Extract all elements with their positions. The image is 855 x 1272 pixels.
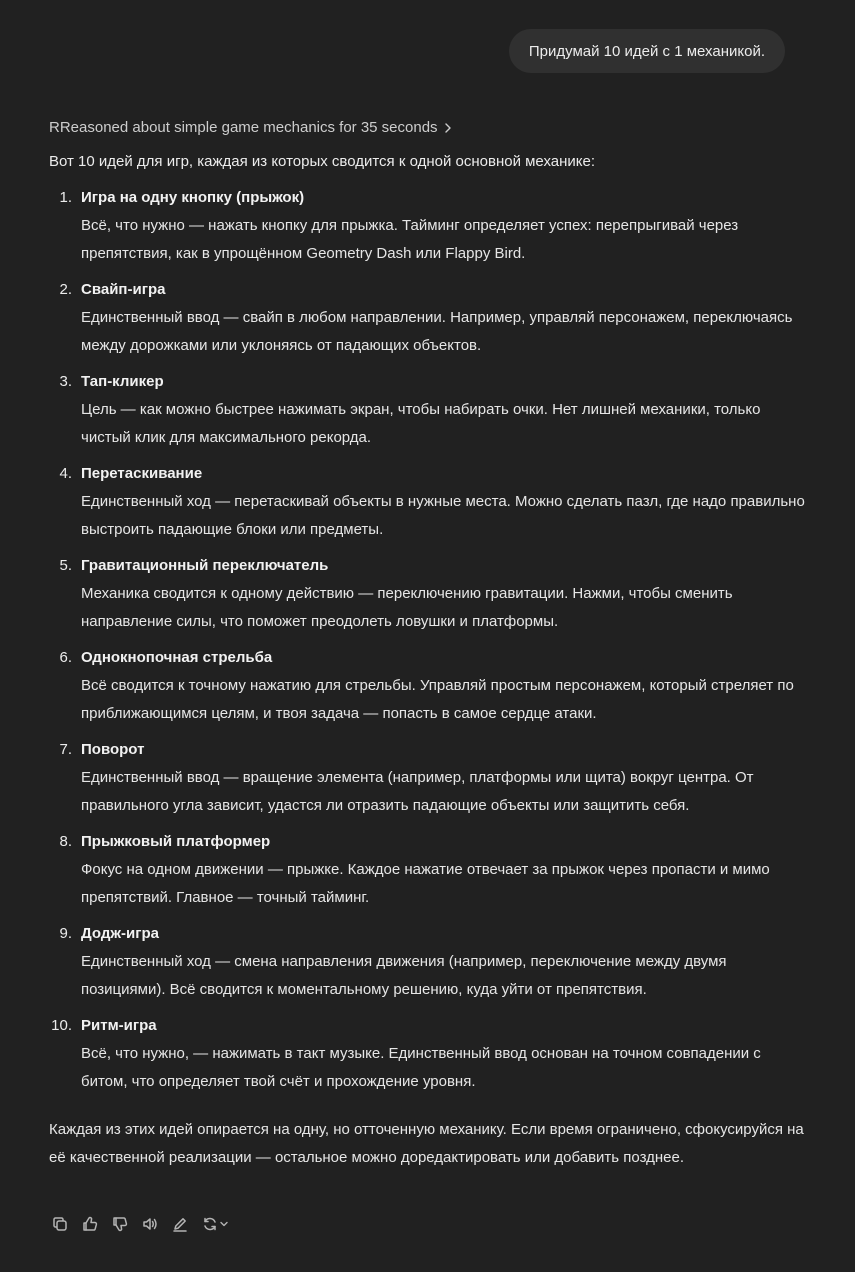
read-aloud-button[interactable] [139, 1213, 161, 1235]
idea-number: 5. [59, 557, 72, 574]
list-item [0, 1014, 855, 1106]
idea-title: Прыжковый платформер [81, 833, 271, 850]
idea-description: Цель — как можно быстрее нажимать экран, чтобы набирать очки. Нет лишней механики, только чистый клик для максимального рекорда. [81, 401, 761, 446]
idea-title: Ритм-игра [81, 1017, 157, 1034]
copy-icon [51, 1215, 69, 1233]
idea-number: 9. [59, 925, 72, 942]
idea-number: 7. [59, 741, 72, 758]
idea-description: Единственный ввод — вращение элемента (например, платформы или щита) вокруг центра. От правильного угла зависит, удастся ли отразить падающие объекты или защитить себя. [81, 769, 754, 814]
like-button[interactable] [79, 1213, 101, 1235]
speaker-icon [141, 1215, 159, 1233]
idea-title: Додж-игра [81, 925, 159, 942]
thumbs-up-icon [81, 1215, 99, 1233]
thumbs-down-icon [111, 1215, 129, 1233]
idea-number: 10. [51, 1017, 72, 1034]
ideas-list [0, 186, 855, 1106]
list-item [0, 554, 855, 646]
idea-description: Единственный ввод — свайп в любом направлении. Например, управляй персонажем, переключаясь между дорожками или уклоняясь от падающих объектов. [81, 309, 793, 354]
idea-description: Фокус на одном движении — прыжке. Каждое нажатие отвечает за прыжок через пропасти и мимо препятствий. Главное — точный тайминг. [81, 861, 770, 906]
chevron-down-icon [219, 1219, 229, 1229]
list-item [0, 370, 855, 462]
idea-title: Перетаскивание [81, 465, 203, 482]
idea-number: 3. [59, 373, 72, 390]
reasoning-summary-text: RReasoned about simple game mechanics for 35 seconds [49, 119, 438, 136]
assistant-conclusion: Каждая из этих идей опирается на одну, но отточенную механику. Если время ограничено, сфокусируйся на её качественной реализации — остальное можно доредактировать или добавить позднее. [49, 1121, 804, 1166]
list-item [0, 646, 855, 738]
list-item [0, 278, 855, 370]
idea-number: 8. [59, 833, 72, 850]
regenerate-button[interactable] [199, 1213, 231, 1235]
idea-number: 6. [59, 649, 72, 666]
idea-description: Всё, что нужно — нажать кнопку для прыжка. Тайминг определяет успех: перепрыгивай через препятствия, как в упрощённом Geometry Dash или Flappy Bird. [81, 217, 739, 262]
list-item [0, 462, 855, 554]
idea-title: Игра на одну кнопку (прыжок) [81, 189, 305, 206]
reasoning-summary-toggle[interactable] [49, 119, 454, 136]
idea-title: Свайп-игра [81, 281, 166, 298]
user-message-text: Придумай 10 идей с 1 механикой. [528, 42, 765, 60]
list-item [0, 738, 855, 830]
user-message-bubble [509, 29, 785, 73]
idea-description: Всё сводится к точному нажатию для стрельбы. Управляй простым персонажем, который стреляет по приближающимся целям, и твоя задача — попасть в самое сердце атаки. [81, 677, 794, 722]
idea-title: Однокнопочная стрельба [81, 649, 273, 666]
idea-description: Механика сводится к одному действию — переключению гравитации. Нажми, чтобы сменить направление силы, что поможет преодолеть ловушки и платформы. [81, 585, 733, 630]
assistant-intro: Вот 10 идей для игр, каждая из которых сводится к одной основной механике: [49, 153, 596, 170]
idea-title: Поворот [81, 741, 145, 758]
idea-number: 1. [59, 189, 72, 206]
regenerate-icon [201, 1215, 219, 1233]
dislike-button[interactable] [109, 1213, 131, 1235]
idea-description: Единственный ход — смена направления движения (например, переключение между двумя позициями). Всё сводится к моментальному решению, куда уйти от препятствия. [81, 953, 727, 998]
list-item [0, 186, 855, 278]
copy-button[interactable] [49, 1213, 71, 1235]
message-actions-bar [49, 1213, 231, 1235]
idea-title: Гравитационный переключатель [81, 557, 329, 574]
idea-number: 2. [59, 281, 72, 298]
idea-description: Всё, что нужно, — нажимать в такт музыке. Единственный ввод основан на точном совпадении с битом, что определяет твой счёт и прохождение уровня. [81, 1045, 761, 1090]
idea-title: Тап-кликер [81, 373, 164, 390]
edit-pen-icon [171, 1215, 189, 1233]
idea-number: 4. [59, 465, 72, 482]
list-item [0, 922, 855, 1014]
chevron-right-icon [442, 122, 454, 134]
idea-description: Единственный ход — перетаскивай объекты в нужные места. Можно сделать пазл, где надо правильно выстроить падающие блоки или предметы. [81, 493, 805, 538]
edit-button[interactable] [169, 1213, 191, 1235]
list-item [0, 830, 855, 922]
